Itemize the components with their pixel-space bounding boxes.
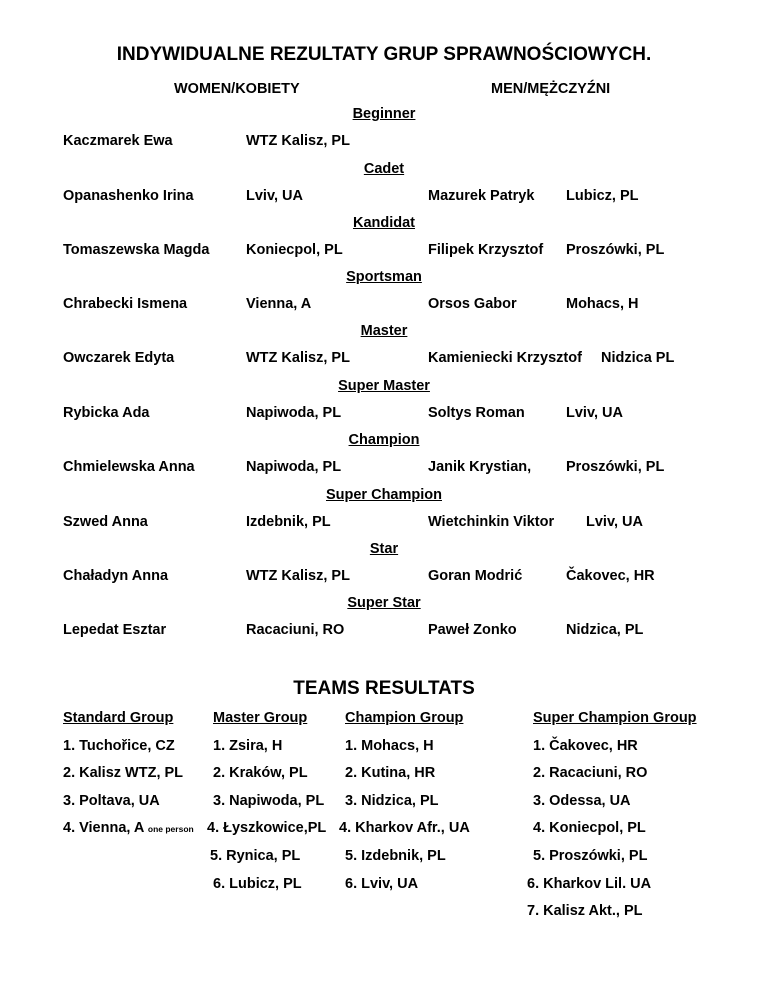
list-item: 5. Rynica, PL bbox=[210, 848, 301, 864]
women-city: WTZ Kalisz, PL bbox=[246, 133, 350, 149]
list-item: 1. Čakovec, HR bbox=[533, 738, 638, 754]
category-heading: Kandidat bbox=[352, 215, 416, 231]
men-city: Mohacs, H bbox=[566, 296, 639, 312]
category-heading: Cadet bbox=[363, 161, 405, 177]
women-city: WTZ Kalisz, PL bbox=[246, 350, 350, 366]
list-item: 2. Racaciuni, RO bbox=[533, 765, 648, 781]
women-name: Chmielewska Anna bbox=[63, 459, 195, 475]
women-name: Chrabecki Ismena bbox=[63, 296, 188, 312]
list-item-label: 4. Vienna, A bbox=[63, 820, 144, 836]
list-item: 4. Koniecpol, PL bbox=[533, 820, 646, 836]
women-name: Opanashenko Irina bbox=[63, 188, 194, 204]
list-item: 6. Lubicz, PL bbox=[213, 876, 302, 892]
list-item: 1. Mohacs, H bbox=[345, 738, 434, 754]
list-item: 1. Tuchořice, CZ bbox=[63, 738, 175, 754]
teams-title: TEAMS RESULTATS bbox=[293, 678, 475, 699]
list-item: 3. Nidzica, PL bbox=[345, 793, 439, 809]
women-name: Rybicka Ada bbox=[63, 405, 150, 421]
women-name: Chaładyn Anna bbox=[63, 568, 169, 584]
women-city: WTZ Kalisz, PL bbox=[246, 568, 350, 584]
men-city: Čakovec, HR bbox=[566, 568, 655, 584]
list-item: 6. Lviv, UA bbox=[345, 876, 419, 892]
list-item: 3. Odessa, UA bbox=[533, 793, 631, 809]
category-heading: Super Champion bbox=[325, 487, 442, 503]
men-city: Lviv, UA bbox=[586, 514, 643, 530]
list-item: 3. Poltava, UA bbox=[63, 793, 160, 809]
list-item: 5. Proszówki, PL bbox=[533, 848, 648, 864]
women-name: Lepedat Esztar bbox=[63, 622, 167, 638]
men-name: Filipek Krzysztof bbox=[428, 242, 544, 258]
women-city: Napiwoda, PL bbox=[246, 405, 342, 421]
one-person-note: one person bbox=[147, 824, 194, 834]
category-heading: Super Master bbox=[338, 378, 430, 394]
master-group-header: Master Group bbox=[213, 710, 308, 726]
list-item: 1. Zsira, H bbox=[213, 738, 283, 754]
category-heading: Champion bbox=[348, 432, 420, 448]
men-city: Nidzica PL bbox=[601, 350, 675, 366]
women-name: Kaczmarek Ewa bbox=[63, 133, 173, 149]
men-name: Kamieniecki Krzysztof bbox=[428, 350, 582, 366]
men-name: Mazurek Patryk bbox=[428, 188, 535, 204]
women-city: Izdebnik, PL bbox=[246, 514, 331, 530]
men-city: Proszówki, PL bbox=[566, 242, 665, 258]
list-item: 2. Kalisz WTZ, PL bbox=[63, 765, 184, 781]
men-city: Lubicz, PL bbox=[566, 188, 639, 204]
women-city: Racaciuni, RO bbox=[246, 622, 345, 638]
men-name: Goran Modrić bbox=[428, 568, 523, 584]
men-name: Paweł Zonko bbox=[428, 622, 517, 638]
men-name: Janik Krystian, bbox=[428, 459, 532, 475]
women-header: WOMEN/KOBIETY bbox=[174, 81, 300, 97]
men-city: Nidzica, PL bbox=[566, 622, 644, 638]
list-item: 2. Kutina, HR bbox=[345, 765, 436, 781]
standard-group-header: Standard Group bbox=[63, 710, 174, 726]
men-city: Proszówki, PL bbox=[566, 459, 665, 475]
category-heading: Star bbox=[369, 541, 399, 557]
men-header: MEN/MĘŻCZYŹNI bbox=[491, 81, 611, 97]
men-name: Wietchinkin Viktor bbox=[428, 514, 555, 530]
page-title: INDYWIDUALNE REZULTATY GRUP SPRAWNOŚCIOWYCH. bbox=[116, 44, 652, 65]
super-champion-group-header: Super Champion Group bbox=[533, 710, 697, 726]
men-city: Lviv, UA bbox=[566, 405, 623, 421]
champion-group-header: Champion Group bbox=[345, 710, 464, 726]
women-name: Owczarek Edyta bbox=[63, 350, 175, 366]
men-name: Orsos Gabor bbox=[428, 296, 517, 312]
women-city: Lviv, UA bbox=[246, 188, 303, 204]
list-item: 3. Napiwoda, PL bbox=[213, 793, 325, 809]
category-heading: Super Star bbox=[347, 595, 421, 611]
list-item: 5. Izdebnik, PL bbox=[345, 848, 446, 864]
women-city: Koniecpol, PL bbox=[246, 242, 343, 258]
list-item: 7. Kalisz Akt., PL bbox=[527, 903, 643, 919]
list-item: 2. Kraków, PL bbox=[213, 765, 308, 781]
list-item: 4. Kharkov Afr., UA bbox=[339, 820, 470, 836]
women-city: Napiwoda, PL bbox=[246, 459, 342, 475]
list-item: 4. Łyszkowice,PL bbox=[207, 820, 327, 836]
list-item bbox=[63, 820, 194, 836]
category-heading: Master bbox=[360, 323, 408, 339]
category-heading: Beginner bbox=[352, 106, 416, 122]
women-city: Vienna, A bbox=[246, 296, 312, 312]
men-name: Soltys Roman bbox=[428, 405, 525, 421]
category-heading: Sportsman bbox=[346, 269, 422, 285]
list-item: 6. Kharkov Lil. UA bbox=[527, 876, 652, 892]
women-name: Szwed Anna bbox=[63, 514, 148, 530]
women-name: Tomaszewska Magda bbox=[63, 242, 210, 258]
